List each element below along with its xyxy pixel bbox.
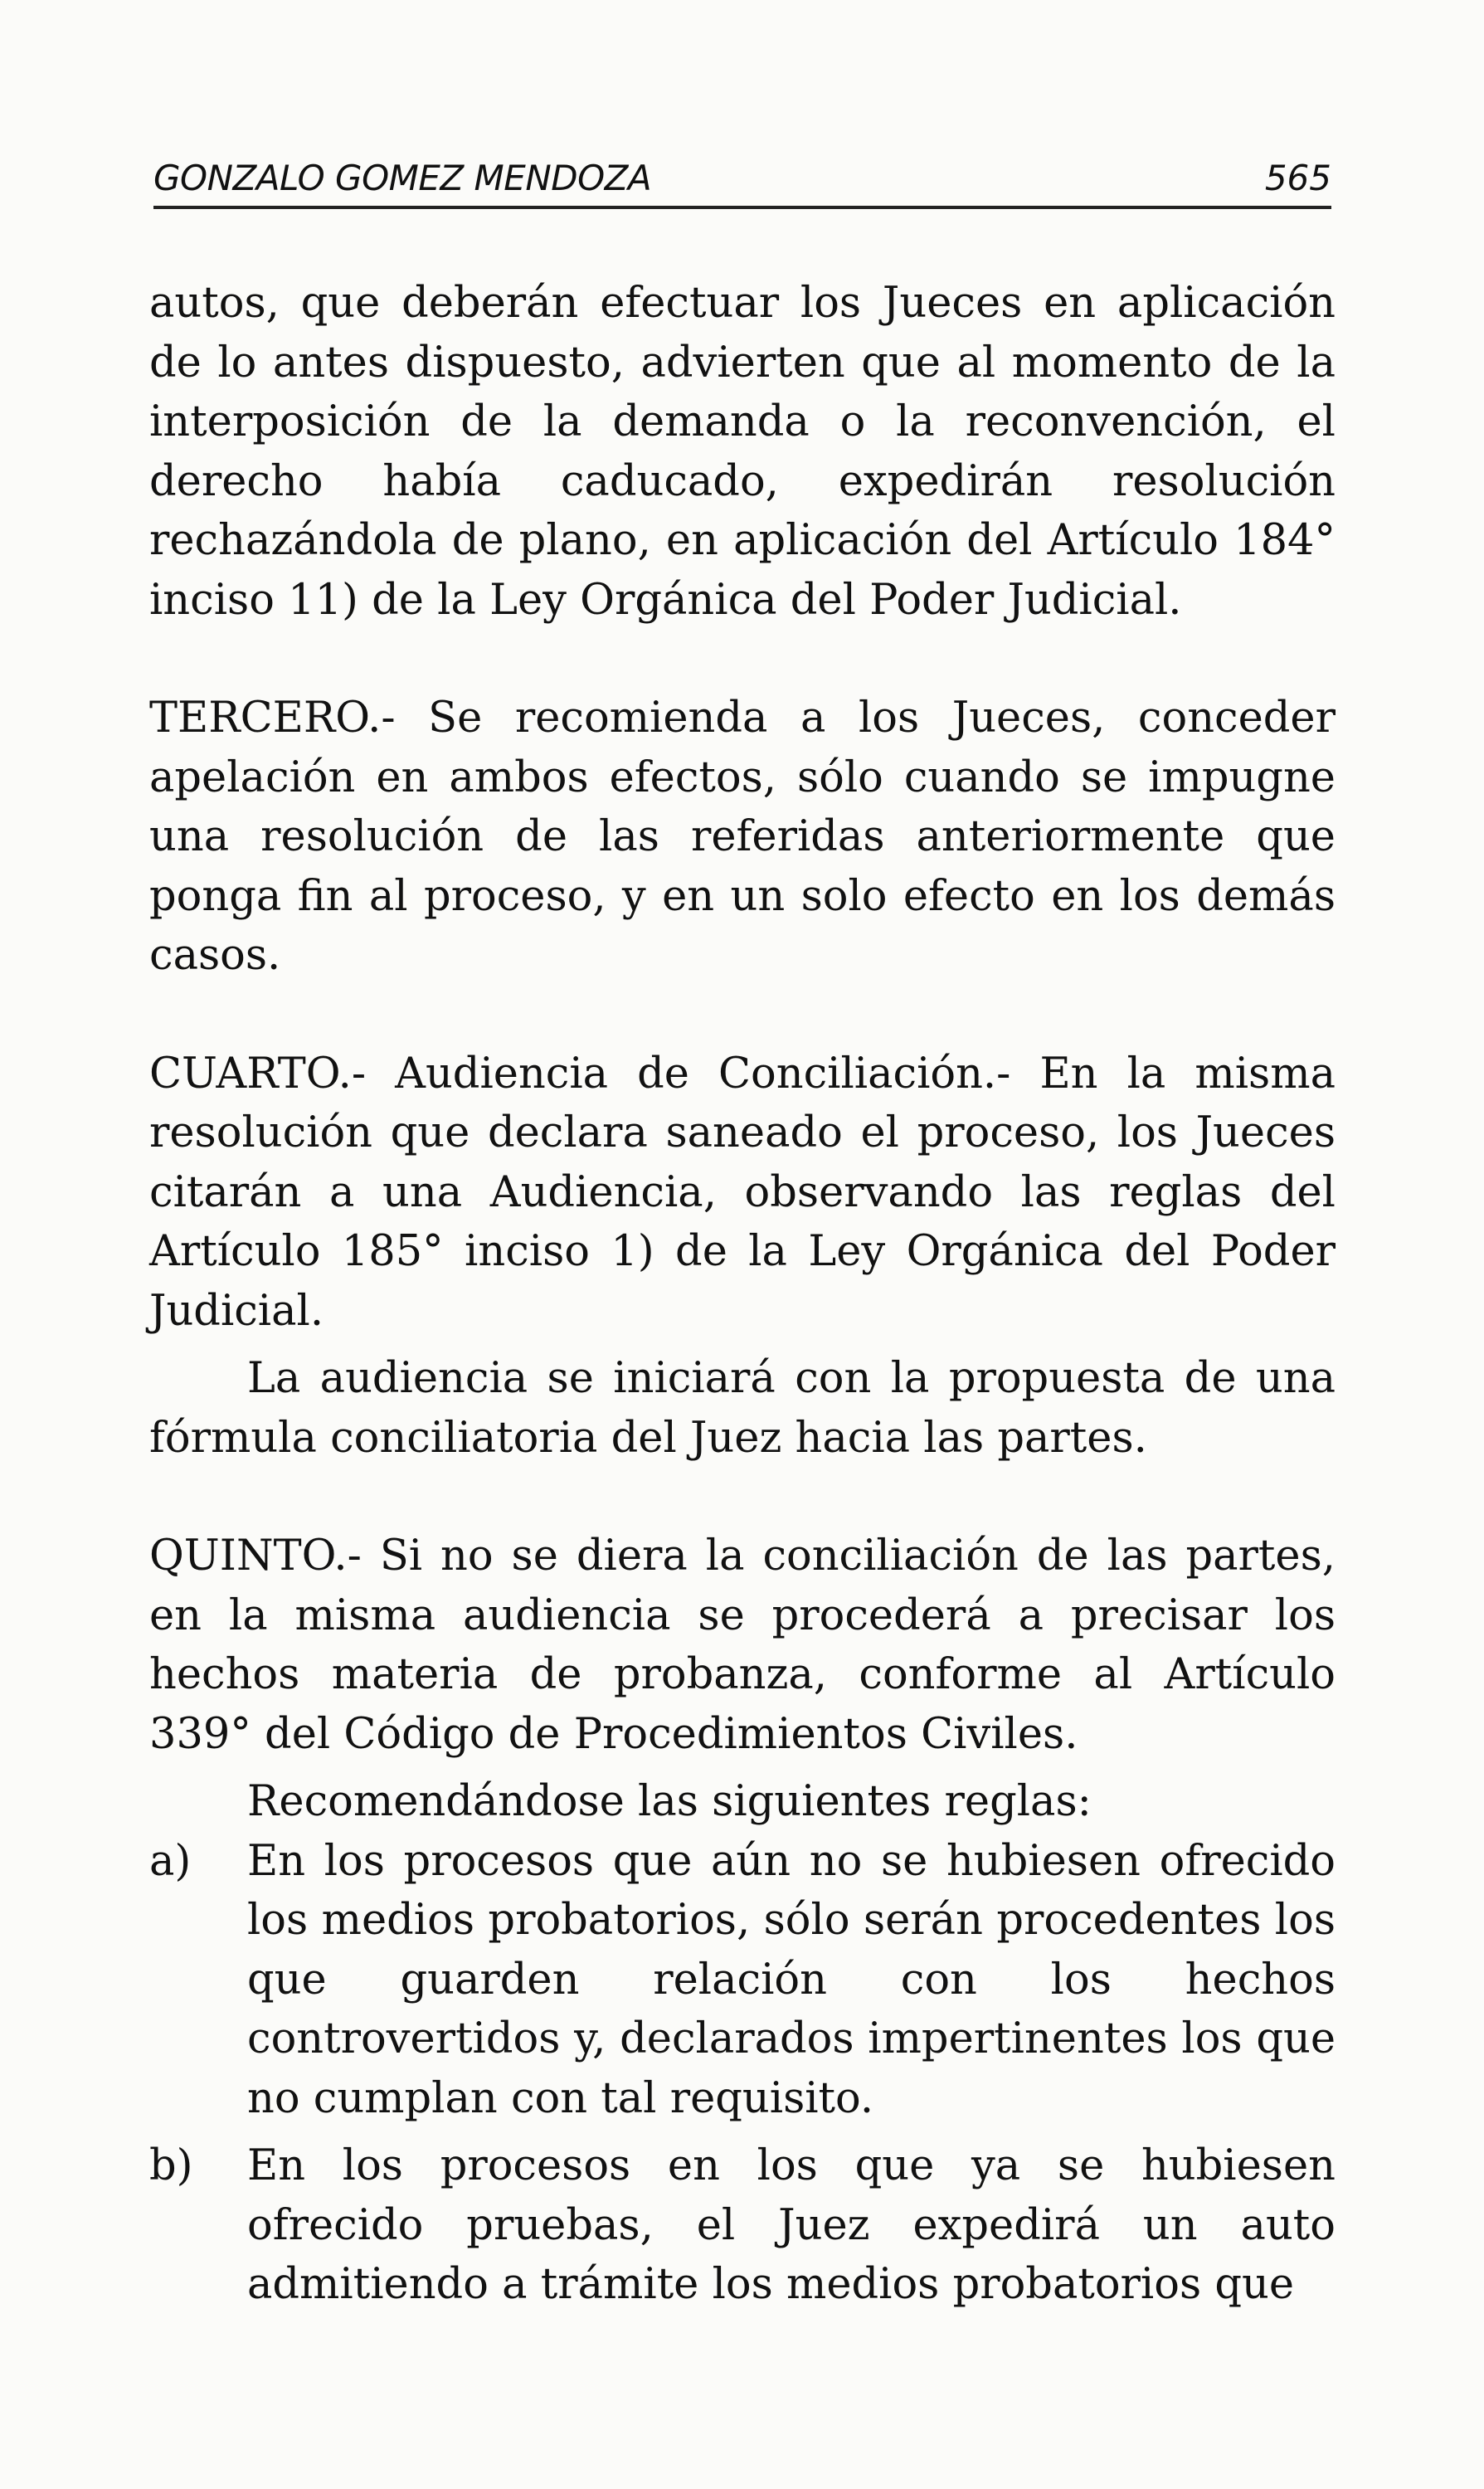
- paragraph-gap: [149, 1468, 1336, 1527]
- body-text: [149, 274, 1336, 2315]
- list-marker: a): [149, 1836, 192, 1886]
- running-head: [153, 158, 1331, 207]
- paragraph-gap: [149, 1764, 1336, 1772]
- header-rule: [153, 206, 1331, 209]
- paragraph-gap: [149, 1341, 1336, 1349]
- list-item-text: En los procesos en los que ya se hubiesen ofrecido pruebas, el Juez expedirá un auto admitiendo a trámite los medios probatorios que: [247, 2141, 1336, 2309]
- paragraph-gap: [149, 2128, 1336, 2136]
- list-item-text: En los procesos que aún no se hubiesen ofrecido los medios probatorios, sólo serán procedentes los que guarden relación con los hechos controvertidos y, declarados impertinentes los que no cumplan con tal requisito.: [247, 1836, 1336, 2123]
- paragraph-continuation: autos, que deberán efectuar los Jueces en aplicación de lo antes dispuesto, advierten que al momento de la interposición de la demanda o la reconvención, el derecho había caducado, expedirán resolución rechazándola de plano, en aplicación del Artículo 184° inciso 11) de la Ley Orgánica del Poder Judicial.: [149, 279, 1336, 625]
- paragraph-gap: [149, 986, 1336, 1045]
- paragraph-quinto: QUINTO.- Si no se diera la conciliación de las partes, en la misma audiencia se procederá a precisar los hechos materia de probanza, conforme al Artículo 339° del Código de Procedimientos Civiles.: [149, 1532, 1336, 1759]
- list-item: [149, 1832, 1336, 2129]
- list-marker: b): [149, 2141, 193, 2190]
- paragraph-reglas-intro: Recomendándose las siguientes reglas:: [247, 1777, 1092, 1826]
- running-head-author: GONZALO GOMEZ MENDOZA: [153, 158, 652, 198]
- paragraph-cuarto: CUARTO.- Audiencia de Conciliación.- En la misma resolución que declara saneado el proceso, los Jueces citarán a una Audiencia, observando las reglas del Artículo 185° inciso 1) de la Ley Orgánica del Poder Judicial.: [149, 1049, 1336, 1336]
- paragraph-gap: [149, 630, 1336, 689]
- paragraph-tercero: TERCERO.- Se recomienda a los Jueces, conceder apelación en ambos efectos, sólo cuando se impugne una resolución de las referidas anteriormente que ponga fin al proceso, y en un solo efecto en los demás casos.: [149, 694, 1336, 980]
- page-number: 565: [1264, 158, 1331, 198]
- paragraph-audiencia: La audiencia se iniciará con la propuesta de una fórmula conciliatoria del Juez hacia las partes.: [149, 1354, 1336, 1463]
- list-item: [149, 2136, 1336, 2315]
